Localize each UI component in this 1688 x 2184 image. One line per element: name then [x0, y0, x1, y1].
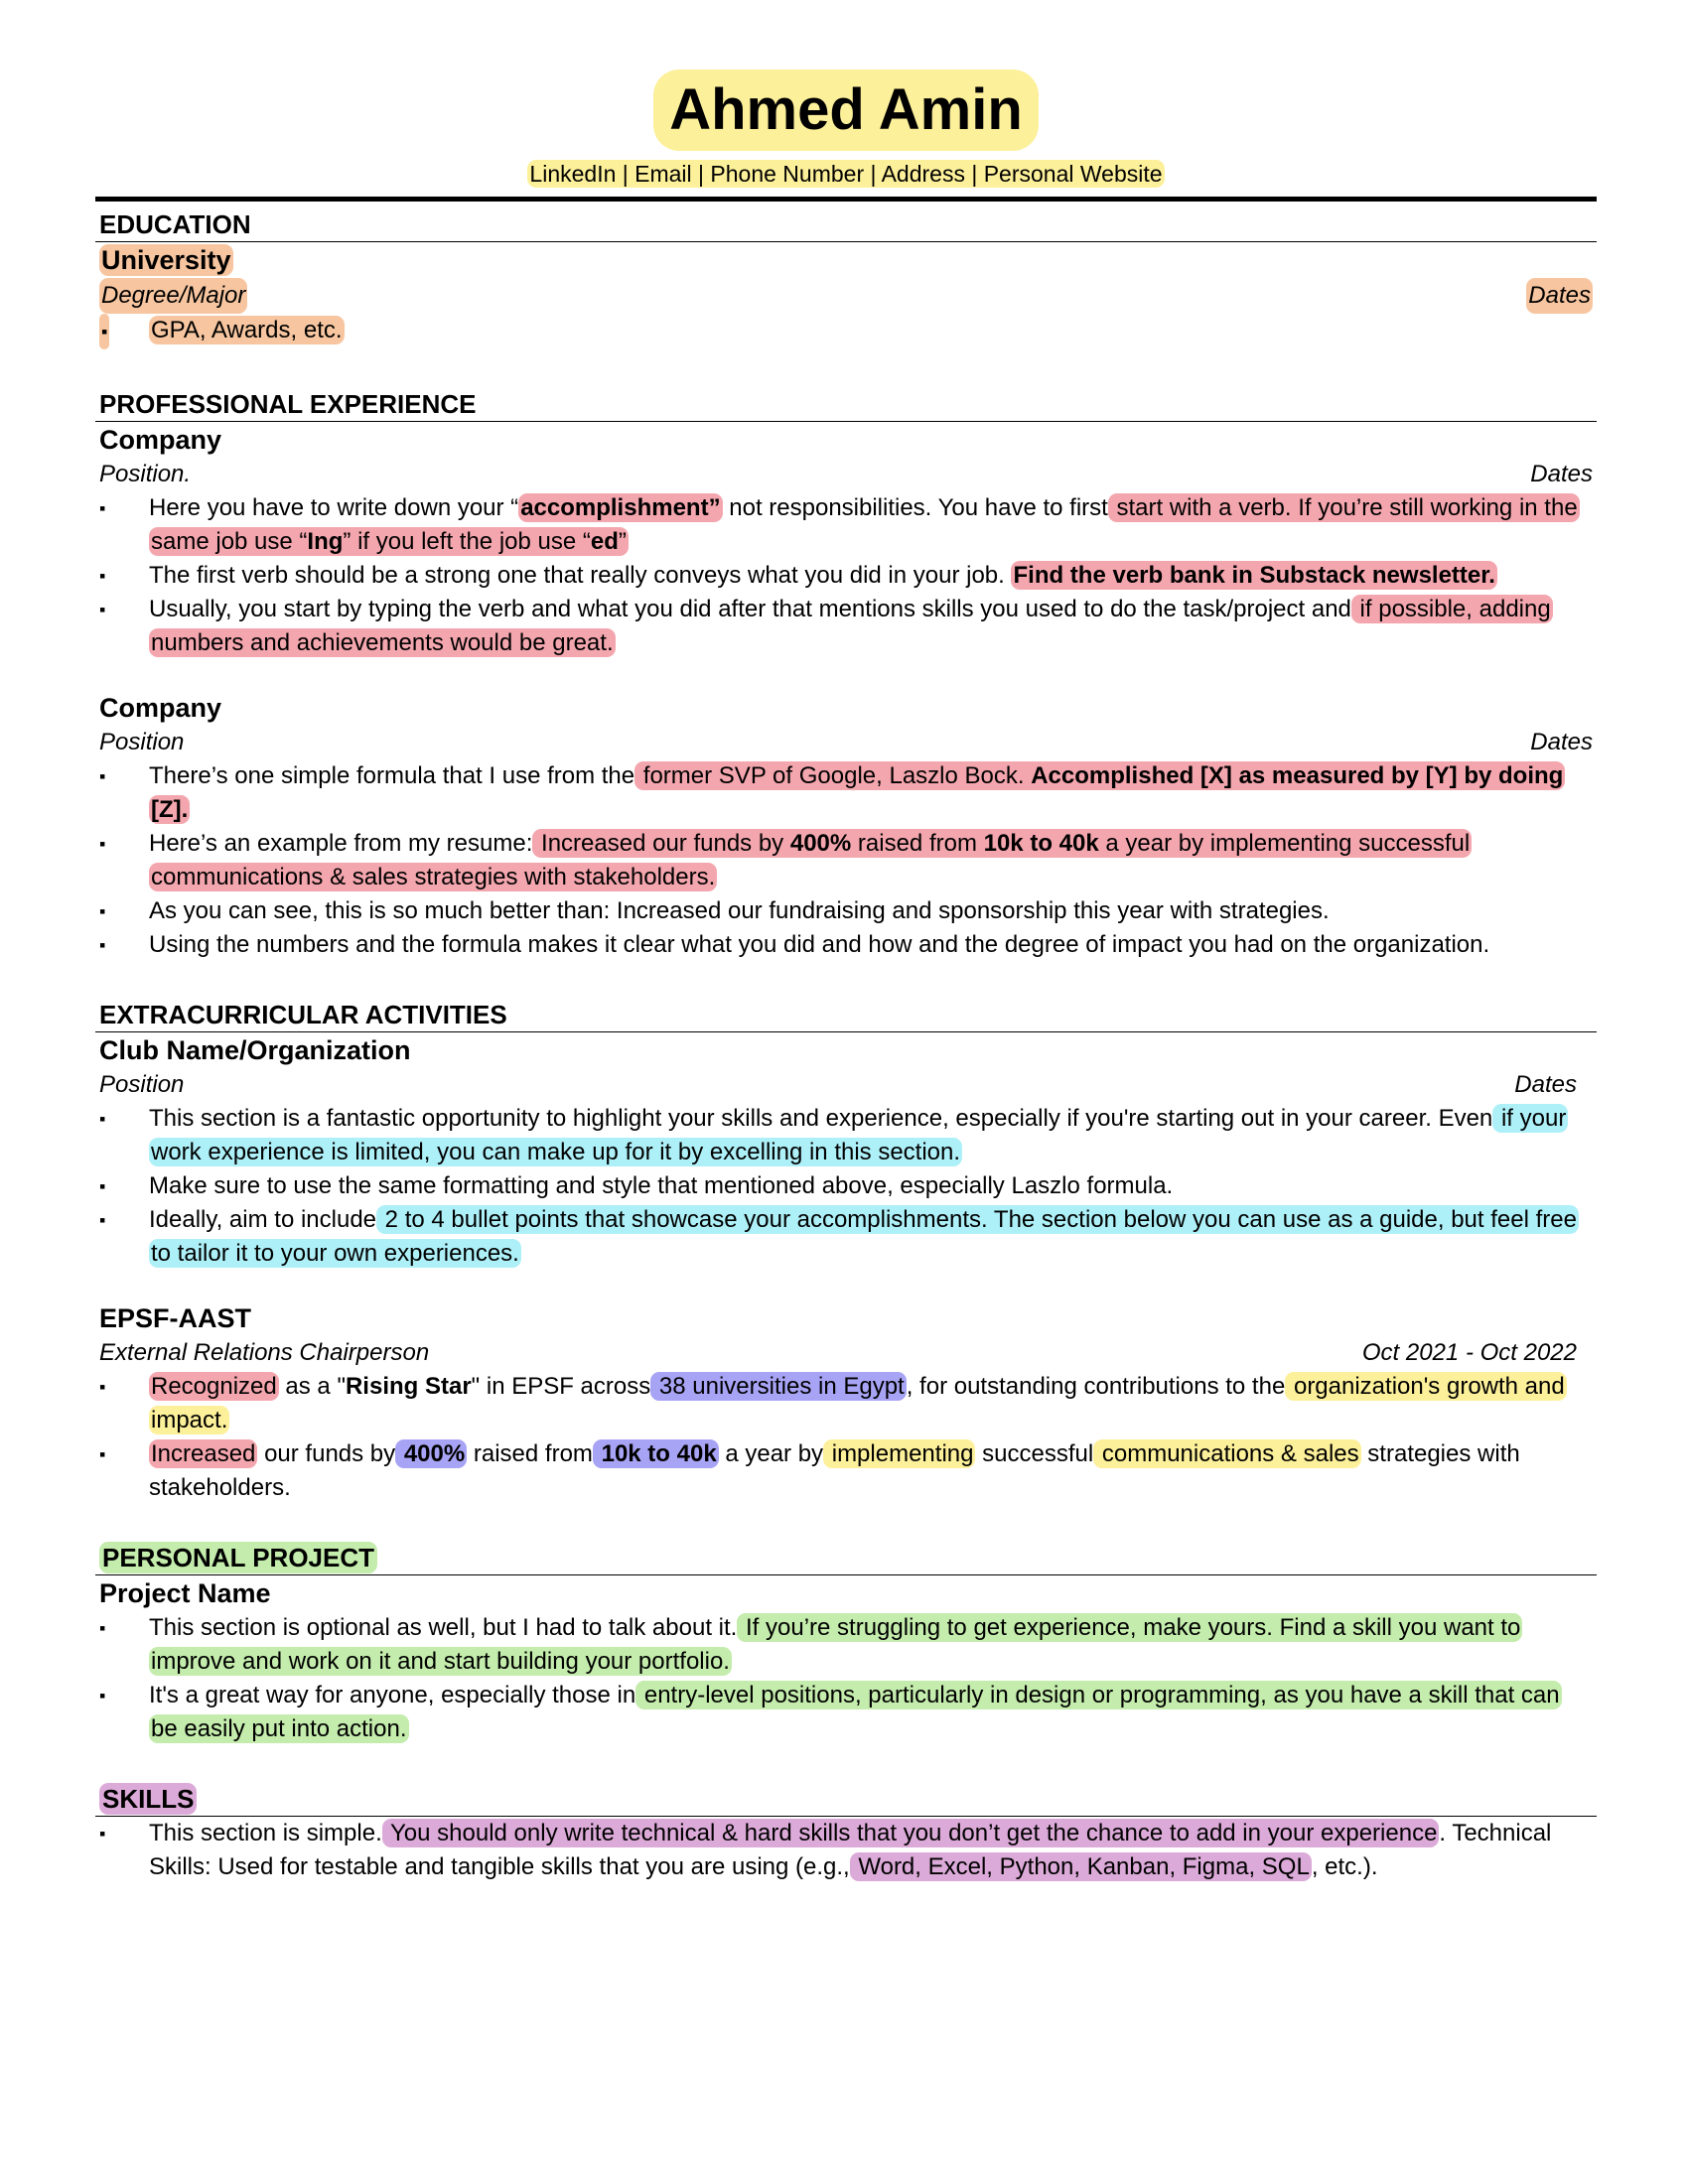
- bullet-marker: ▪: [99, 1176, 106, 1196]
- header: [95, 69, 1597, 155]
- text-run: It's a great way for anyone, especially those in: [149, 1682, 636, 1708]
- resume-page: [95, 69, 1597, 1884]
- bullet-list: [95, 1817, 1597, 1884]
- text-run: former SVP of Google, Laszlo Bock.: [636, 762, 1032, 789]
- text-run: As you can see, this is so much better than: Increased our fundraising and sponsorship this year with strategies.: [149, 897, 1330, 924]
- section-heading-text: PERSONAL PROJECT: [99, 1542, 377, 1573]
- bullet-marker: ▪: [99, 1444, 106, 1464]
- bullet-list: [95, 759, 1597, 962]
- bullet-marker: ▪: [99, 498, 106, 518]
- text-run: ” if you left the job use “: [343, 528, 591, 555]
- text-run: a year by implementing successful communications & sales strategies with stakeholders.: [151, 830, 1471, 890]
- entry-title: [95, 242, 1597, 278]
- text-run: our funds by: [257, 1440, 396, 1467]
- bullet-marker: ▪: [99, 766, 106, 786]
- club-name: Club Name/Organization: [99, 1035, 411, 1065]
- company-name: Company: [99, 425, 222, 455]
- position: Position.: [99, 461, 192, 487]
- bullet-text: GPA, Awards, etc.: [151, 317, 343, 343]
- entry-subtitle: [95, 726, 1597, 759]
- text-run: Here you have to write down your “: [149, 494, 519, 521]
- candidate-name: Ahmed Amin: [653, 69, 1039, 151]
- list-item: [95, 827, 1597, 894]
- bullet-list: [95, 491, 1597, 660]
- list-item: [95, 894, 1597, 928]
- text-run: " in EPSF across: [471, 1373, 651, 1400]
- text-run: , etc.).: [1311, 1853, 1378, 1880]
- bullet-marker: ▪: [99, 600, 106, 619]
- project-name: Project Name: [99, 1578, 271, 1608]
- text-run: Increased: [151, 1440, 256, 1467]
- text-run: Make sure to use the same formatting and style that mentioned above, especially Laszlo formula.: [149, 1172, 1174, 1199]
- text-run: If you’re struggling to get experience, make yours. Find a skill you want to improve and work on it and start building your portfolio.: [151, 1614, 1521, 1675]
- section-heading: [95, 1541, 1597, 1575]
- bullet-marker: ▪: [99, 935, 106, 955]
- text-run: raised from: [851, 830, 984, 857]
- text-run: Recognized: [151, 1373, 277, 1400]
- company-name: Company: [99, 693, 222, 723]
- bullet-marker: ▪: [99, 901, 106, 921]
- contact-info: LinkedIn | Email | Phone Number | Address | Personal Website: [529, 161, 1163, 187]
- entry-subtitle: [95, 1068, 1597, 1102]
- dates: Oct 2021 - Oct 2022: [1361, 1339, 1577, 1366]
- bullet-list: [95, 1370, 1597, 1505]
- text-run: 400%: [397, 1440, 466, 1467]
- bullet-marker: ▪: [99, 1618, 106, 1638]
- degree: Degree/Major: [99, 278, 247, 314]
- text-run: not responsibilities. You have to first: [722, 494, 1108, 521]
- text-run: . Technical Skills: Used for testable and tangible skills that you are using (e.g.,: [149, 1820, 1552, 1880]
- section-heading: [95, 1782, 1597, 1817]
- text-run: 10k to 40k: [983, 830, 1099, 857]
- text-run: Ideally, aim to include: [149, 1206, 377, 1233]
- text-run: 10k to 40k: [594, 1440, 717, 1467]
- position: Position: [99, 729, 185, 755]
- text-run: communications & sales: [1095, 1440, 1359, 1467]
- text-run: Rising Star: [345, 1373, 472, 1400]
- list-item: [95, 491, 1597, 559]
- text-run: Here’s an example from my resume:: [149, 830, 533, 857]
- text-run: strategies with stakeholders.: [149, 1440, 1520, 1501]
- list-item: [95, 1102, 1597, 1169]
- bullet-marker: ▪: [99, 314, 109, 349]
- text-run: This section is simple.: [149, 1820, 382, 1846]
- text-run: Usually, you start by typing the verb and what you did after that mentions skills you used to do the task/project and: [149, 596, 1351, 622]
- text-run: accomplishment”: [520, 494, 721, 521]
- contact-line: [95, 159, 1597, 189]
- entry-subtitle: [95, 1336, 1597, 1370]
- list-item: [95, 1370, 1597, 1437]
- list-item: [95, 559, 1597, 593]
- bullet-marker: ▪: [99, 1686, 106, 1706]
- text-run: if your work experience is limited, you can make up for it by excelling in this section.: [151, 1105, 1567, 1165]
- list-item: [95, 928, 1597, 962]
- text-run: start with a verb. If you’re still working in the same job use “: [151, 494, 1578, 555]
- section-heading-text: SKILLS: [99, 1783, 197, 1815]
- text-run: Increased our funds by: [534, 830, 790, 857]
- university-name: University: [101, 245, 231, 275]
- education-section: [95, 207, 1597, 347]
- bullet-marker: ▪: [99, 1824, 106, 1843]
- list-item: [95, 1679, 1597, 1746]
- text-run: ”: [618, 528, 627, 555]
- text-run: entry-level positions, particularly in design or programming, as you have a skill that can be easily put into action.: [151, 1682, 1560, 1742]
- text-run: raised from: [467, 1440, 593, 1467]
- text-run: The first verb should be a strong one that really conveys what you did in your job.: [149, 562, 1012, 589]
- experience-section: [95, 387, 1597, 962]
- text-run: Ing: [307, 528, 344, 555]
- header-divider: [95, 197, 1597, 202]
- list-item: [95, 1817, 1597, 1884]
- list-item: [95, 759, 1597, 827]
- list-item: [95, 1611, 1597, 1679]
- section-heading: PROFESSIONAL EXPERIENCE: [95, 387, 1597, 422]
- dates: Dates: [1530, 461, 1593, 487]
- section-heading: EXTRACURRICULAR ACTIVITIES: [95, 998, 1597, 1032]
- section-heading: EDUCATION: [95, 207, 1597, 242]
- bullet-list: [95, 1102, 1597, 1271]
- text-run: if possible, adding numbers and achievements would be great.: [151, 596, 1551, 656]
- text-run: ed: [590, 528, 619, 555]
- text-run: This section is optional as well, but I had to talk about it.: [149, 1614, 738, 1641]
- text-run: Using the numbers and the formula makes it clear what you did and how and the degree of impact you had on the organization.: [149, 931, 1490, 958]
- text-run: , for outstanding contributions to the: [906, 1373, 1286, 1400]
- list-item: [95, 593, 1597, 660]
- organization-name: EPSF-AAST: [99, 1303, 252, 1333]
- text-run: This section is a fantastic opportunity to highlight your skills and experience, especially if you're starting out in your career. Even: [149, 1105, 1493, 1132]
- project-section: [95, 1541, 1597, 1746]
- bullet-marker: ▪: [99, 1210, 106, 1230]
- list-item: [95, 1169, 1597, 1203]
- text-run: Find the verb bank in Substack newsletter.: [1013, 562, 1495, 589]
- bullet-marker: ▪: [99, 1377, 106, 1397]
- entry-subtitle: [95, 278, 1597, 314]
- text-run: 2 to 4 bullet points that showcase your accomplishments. The section below you can use as a guide, but feel free to tailor it to your own experiences.: [151, 1206, 1577, 1267]
- text-run: a year by: [718, 1440, 824, 1467]
- bullet-list: [95, 1611, 1597, 1746]
- text-run: as a ": [278, 1373, 346, 1400]
- text-run: implementing: [825, 1440, 974, 1467]
- text-run: You should only write technical & hard skills that you don’t get the chance to add in your experience: [383, 1820, 1438, 1846]
- bullet-marker: ▪: [99, 566, 106, 586]
- text-run: There’s one simple formula that I use from the: [149, 762, 635, 789]
- position: Position: [99, 1071, 185, 1098]
- text-run: 400%: [789, 830, 852, 857]
- position: External Relations Chairperson: [99, 1339, 430, 1366]
- extracurricular-section: [95, 998, 1597, 1505]
- text-run: organization's growth and impact.: [151, 1373, 1565, 1433]
- text-run: successful: [975, 1440, 1094, 1467]
- text-run: 38 universities in Egypt: [652, 1373, 905, 1400]
- list-item: [95, 314, 1597, 347]
- list-item: [95, 1203, 1597, 1271]
- bullet-list: [95, 314, 1597, 347]
- text-run: Accomplished [X] as measured by [Y] by doing [Z].: [151, 762, 1564, 823]
- list-item: [95, 1437, 1597, 1505]
- dates: Dates: [1526, 278, 1593, 314]
- skills-section: [95, 1782, 1597, 1884]
- dates: Dates: [1514, 1071, 1577, 1098]
- entry-subtitle: [95, 458, 1597, 491]
- bullet-marker: ▪: [99, 1109, 106, 1129]
- text-run: Word, Excel, Python, Kanban, Figma, SQL: [851, 1853, 1310, 1880]
- bullet-marker: ▪: [99, 834, 106, 854]
- dates: Dates: [1530, 729, 1593, 755]
